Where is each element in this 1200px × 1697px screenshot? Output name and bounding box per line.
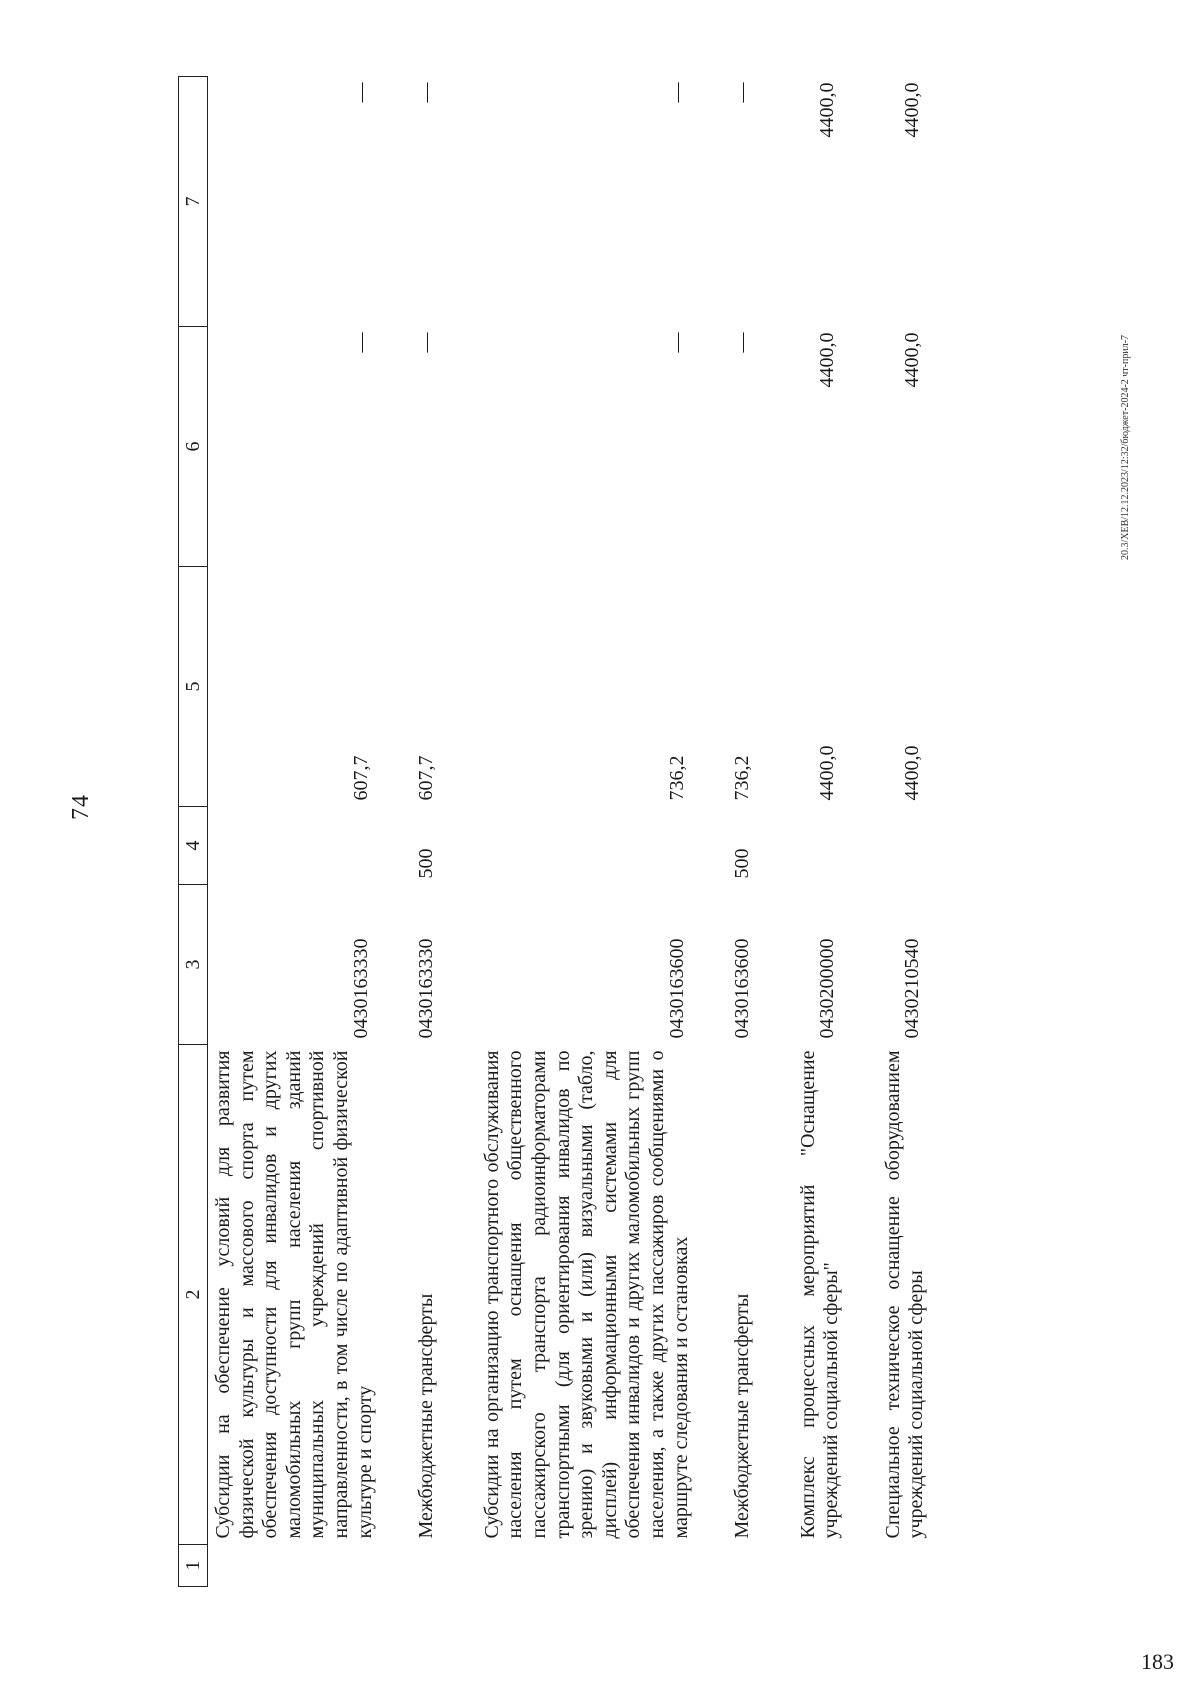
row-value-5: 4400,0 xyxy=(901,745,924,801)
row-value-7: — xyxy=(665,82,688,103)
row-value-7: 4400,0 xyxy=(901,82,924,138)
row-type xyxy=(793,807,848,885)
row-type: 500 xyxy=(415,848,438,879)
row-description: Субсидии на организацию транспортного обслуживания населения путем оснащения общественного пассажирского транспорта радиоинформаторами транспортными (для ориентирования инвалидов по зрению) и звуковыми и (или) визуальными (табло, дисплей) информационными системами для обеспечения инвалидов и других маломобильных групп населения, а также других пассажиров сообщениями о маршруте следования и остановках xyxy=(480,1050,692,1539)
row-number xyxy=(878,1545,933,1587)
table-row xyxy=(793,77,848,1587)
row-number xyxy=(793,1545,848,1587)
row-description: Субсидии на обеспечение условий для развития физической культуры и массового спорта путем обеспечения доступности для инвалидов и других маломобильных групп населения зданий муниципальных учреждений спортивной направленности, в том числе по адаптивной физической культуре и спорту xyxy=(212,1050,376,1539)
column-header: 6 xyxy=(179,327,208,567)
row-value-6: — xyxy=(665,332,688,353)
row-number xyxy=(411,1545,447,1587)
column-header: 4 xyxy=(179,807,208,885)
budget-table-container xyxy=(178,77,933,1587)
row-value-6: 4400,0 xyxy=(901,332,924,388)
row-value-5: 736,2 xyxy=(665,755,688,801)
row-description: Межбюджетные трансферты xyxy=(731,1293,754,1539)
row-value-7: — xyxy=(415,82,438,103)
row-description: Межбюджетные трансферты xyxy=(415,1293,438,1539)
row-code: 0430163330 xyxy=(415,938,438,1039)
row-code: 0430163600 xyxy=(665,938,688,1039)
row-description: Специальное техническое оснащение оборудованием учреждений социальной сферы xyxy=(881,1050,928,1539)
row-value-5: 607,7 xyxy=(415,755,438,801)
row-value-7: — xyxy=(349,82,372,103)
row-value-6: — xyxy=(731,332,754,353)
row-value-7: 4400,0 xyxy=(816,82,839,138)
row-number xyxy=(477,1545,697,1587)
column-header: 7 xyxy=(179,77,208,327)
row-code: 0430163330 xyxy=(349,938,372,1039)
column-header: 1 xyxy=(179,1545,208,1587)
table-row xyxy=(208,77,382,1587)
row-value-5: 607,7 xyxy=(349,755,372,801)
column-header: 2 xyxy=(179,1045,208,1545)
row-code: 0430200000 xyxy=(816,938,839,1039)
table-row xyxy=(411,77,447,1587)
column-header: 3 xyxy=(179,885,208,1045)
row-type xyxy=(477,807,697,885)
table-row xyxy=(477,77,697,1587)
row-type xyxy=(878,807,933,885)
column-header: 5 xyxy=(179,567,208,807)
row-code: 0430210540 xyxy=(901,938,924,1039)
row-type: 500 xyxy=(731,848,754,879)
sheet-number: 183 xyxy=(1141,1649,1174,1674)
row-value-7: — xyxy=(731,82,754,103)
table-row xyxy=(878,77,933,1587)
budget-table xyxy=(178,76,933,1587)
row-number xyxy=(208,1545,382,1587)
row-number xyxy=(727,1545,763,1587)
row-value-6: 4400,0 xyxy=(816,332,839,388)
row-value-5: 4400,0 xyxy=(816,745,839,801)
page-number: 74 xyxy=(68,794,94,820)
row-description: Комплекс процессных мероприятий "Оснащение учреждений социальной сферы" xyxy=(796,1050,843,1539)
document-code: 20.3/ХЕВ/12.12.2023/12:32/бюджет-2024-2 чт-прил-7 xyxy=(1120,334,1131,560)
row-type xyxy=(208,807,382,885)
table-header-row xyxy=(179,77,208,1587)
row-value-6: — xyxy=(415,332,438,353)
row-value-5: 736,2 xyxy=(731,755,754,801)
row-code: 0430163600 xyxy=(731,938,754,1039)
row-value-6: — xyxy=(349,332,372,353)
table-row xyxy=(727,77,763,1587)
